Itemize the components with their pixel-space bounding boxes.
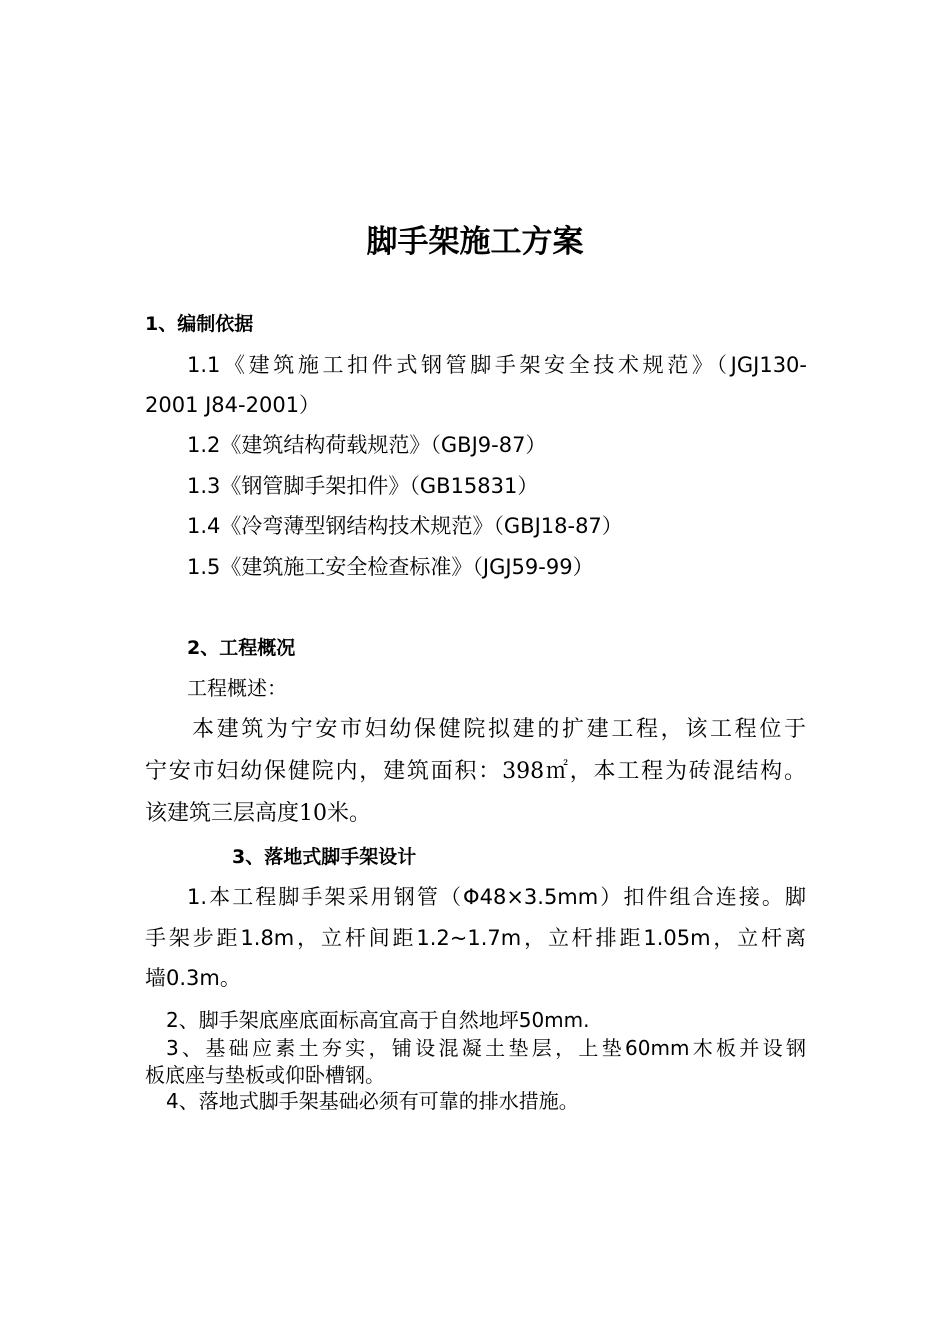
design-line-1: 1.本工程脚手架采用钢管（Φ48×3.5mm）扣件组合连接。脚 [187, 885, 806, 909]
section-2-heading: 2、工程概况 [187, 637, 296, 659]
reference-item-1-1: 1.1《建筑施工扣件式钢管脚手架安全技术规范》（JGJ130- [187, 353, 807, 377]
reference-item-1-1-cont: 2001 J84-2001） [145, 393, 321, 417]
overview-line-2: 宁安市妇幼保健院内，建筑面积：398㎡，本工程为砖混结构。 [145, 759, 806, 784]
overview-line-1: 本建筑为宁安市妇幼保健院拟建的扩建工程，该工程位于 [192, 717, 806, 742]
section-2-subheading: 工程概述： [187, 676, 287, 700]
design-item-4: 4、落地式脚手架基础必须有可靠的排水措施。 [166, 1089, 579, 1113]
design-item-3-cont: 板底座与垫板或仰卧槽钢。 [145, 1063, 385, 1087]
reference-item-1-2: 1.2《建筑结构荷载规范》（GBJ9-87） [187, 433, 547, 457]
reference-item-1-5: 1.5《建筑施工安全检查标准》（JGJ59-99） [187, 555, 594, 579]
design-item-2: 2、脚手架底座底面标高宜高于自然地坪50mm. [166, 1008, 590, 1032]
reference-item-1-3: 1.3《钢管脚手架扣件》（GB15831） [187, 474, 539, 498]
document-title: 脚手架施工方案 [366, 224, 584, 260]
design-line-2: 手架步距1.8m，立杆间距1.2~1.7m，立杆排距1.05m，立杆离 [145, 926, 806, 950]
design-line-3: 墙0.3m。 [145, 966, 241, 990]
reference-item-1-4: 1.4《冷弯薄型钢结构技术规范》（GBJ18-87） [187, 514, 623, 538]
section-1-heading: 1、编制依据 [145, 313, 254, 335]
design-item-3: 3、基础应素土夯实，铺设混凝土垫层，上垫60mm木板并设钢 [166, 1036, 806, 1060]
section-3-heading: 3、落地式脚手架设计 [232, 846, 417, 868]
overview-line-3: 该建筑三层高度10米。 [145, 801, 371, 826]
